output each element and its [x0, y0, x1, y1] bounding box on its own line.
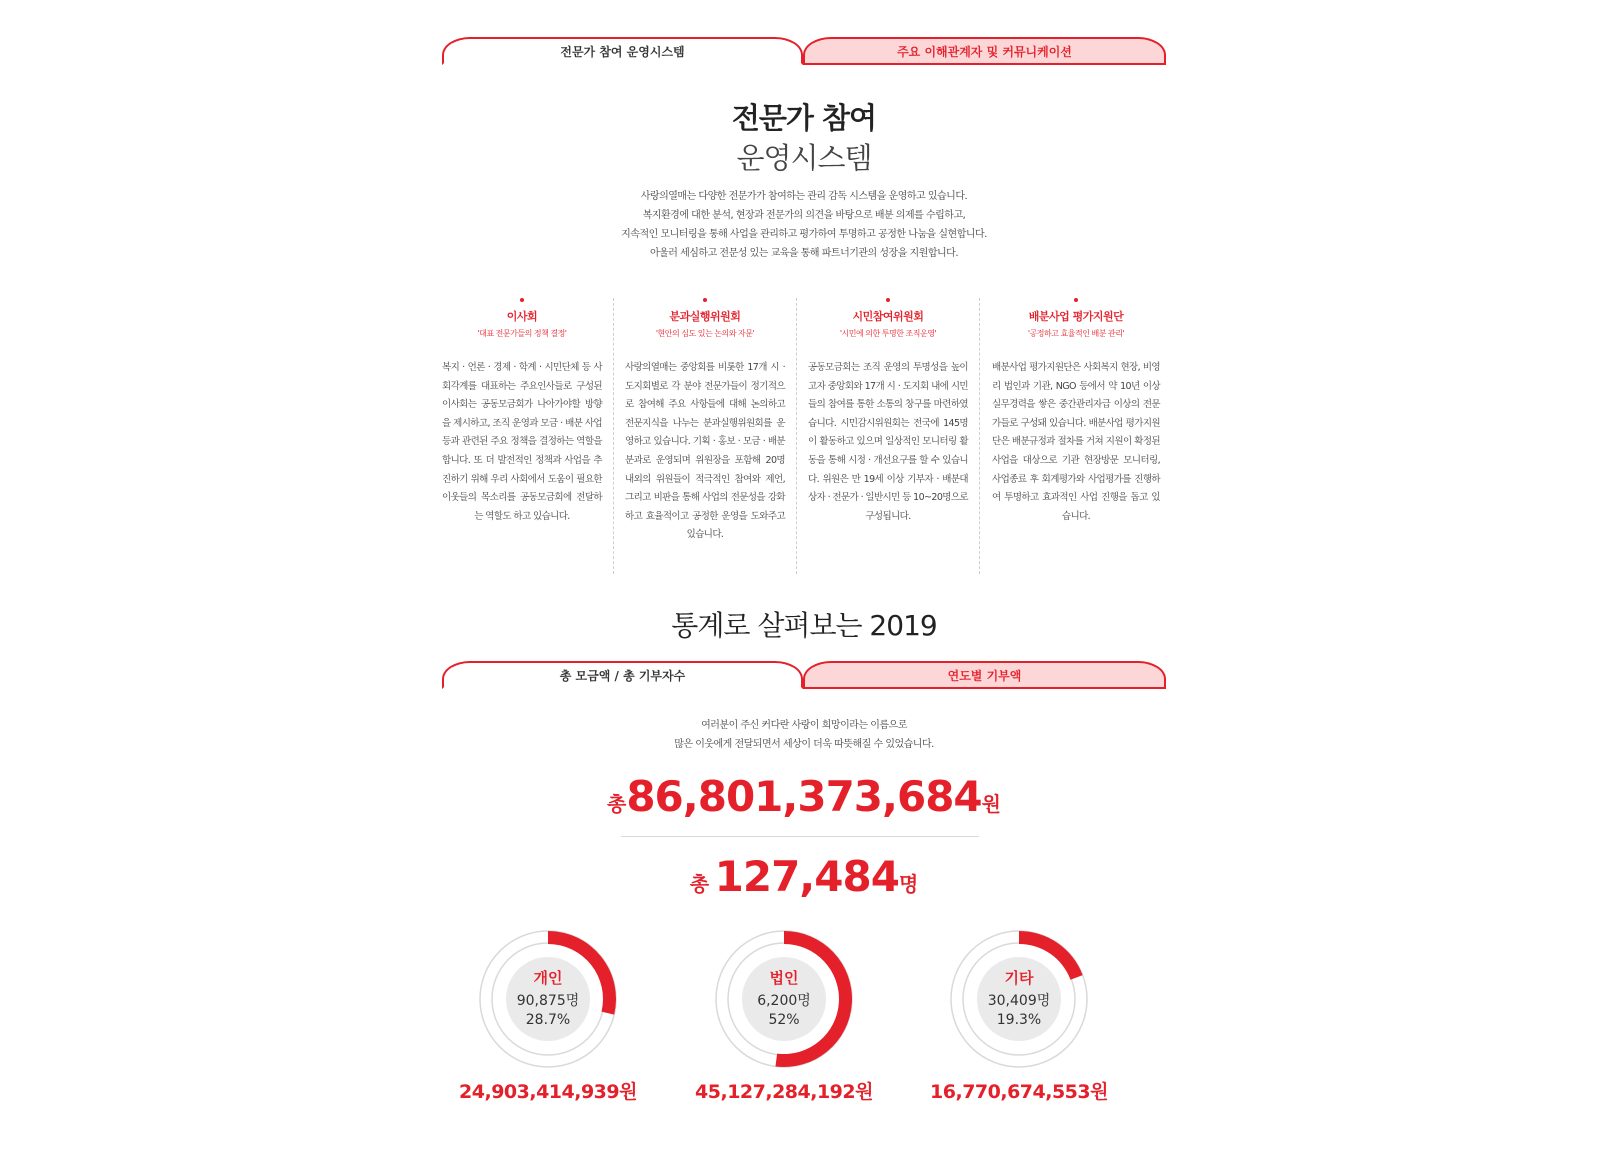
donut-count: 30,409명: [987, 993, 1051, 1009]
column-divider: [613, 298, 614, 574]
tab-stakeholders[interactable]: 주요 이해관계자 및 커뮤니케이션: [803, 37, 1166, 65]
section1-subtitle: 운영시스템: [736, 141, 872, 175]
column-subtitle: '공정하고 효율적인 배분 관리': [1027, 329, 1125, 338]
donut-label: 개인: [533, 969, 563, 987]
stats-title: 통계로 살펴보는 2019: [671, 609, 937, 642]
column-board: [442, 298, 602, 574]
column-title: 이사회: [506, 310, 538, 323]
tab-total-donations[interactable]: 총 모금액 / 총 기부자수: [442, 661, 803, 689]
donut-amount: 24,903,414,939원: [459, 1081, 637, 1103]
donut-other: [949, 929, 1089, 1069]
total-donors-suffix: 명: [898, 872, 919, 896]
section1-intro: [442, 187, 1166, 263]
intro-line: 아울러 세심하고 전문성 있는 교육을 통해 파트너기관의 성장을 지원합니다.: [649, 248, 959, 259]
column-subtitle: '현안의 심도 있는 논의와 자문': [655, 329, 755, 338]
total-amount-suffix: 원: [981, 792, 1001, 816]
intro-line: 많은 이웃에게 전달되면서 세상이 더욱 따뜻해질 수 있었습니다.: [674, 739, 934, 750]
column-divider: [796, 298, 797, 574]
donut-label: 기타: [1004, 969, 1034, 987]
section1-title: 전문가 참여: [731, 101, 877, 135]
column-subtitle: '시민에 의한 투명한 조직운영': [839, 329, 937, 338]
total-divider: [621, 836, 979, 837]
column-evaluation-team: [992, 298, 1160, 574]
donut-count: 6,200명: [757, 993, 811, 1009]
column-body: 공동모금회는 조직 운영의 투명성을 높이고자 중앙회와 17개 시 · 도지회 내에 시민들의 참여를 통한 소통의 창구를 마련하였습니다. 시민감시위원회는 전국에 145명이 활동하고 있으며 일상적인 모니터링 활동을 통해 시정 · 개선요구를 할 수 있습니다. 위원은 만 19세 이상 기부자 · 배분대상자 · 전문가 · 일반시민 등 10~20명으로 구성됩니다.: [808, 362, 968, 522]
donut-amount: 16,770,674,553원: [930, 1081, 1108, 1103]
donut-amount: 45,127,284,192원: [695, 1081, 873, 1103]
tab-expert-system[interactable]: 전문가 참여 운영시스템: [442, 37, 803, 65]
total-amount-value: 86,801,373,684: [626, 772, 982, 821]
column-body: 배분사업 평가지원단은 사회복지 현장, 비영리 법인과 기관, NGO 등에서 약 10년 이상 실무경력을 쌓은 중간관리자급 이상의 전문가들로 구성돼 있습니다. 배분사업 평가지원단은 배분규정과 절차를 거쳐 지원이 확정된 사업을 대상으로 기관 현장방문 모니터링, 사업종료 후 회계평가와 사업평가를 진행하여 투명하고 효과적인 사업 진행을 돕고 있습니다.: [992, 362, 1160, 522]
donut-percent: 28.7%: [525, 1012, 571, 1028]
donut-percent: 52%: [768, 1012, 800, 1028]
column-divider: [979, 298, 980, 574]
column-body: 사랑의열매는 중앙회를 비롯한 17개 시 · 도지회별로 각 분야 전문가들이 정기적으로 참여해 주요 사항들에 대해 논의하고 전문지식을 나누는 분과실행위원회를 운영하고 있습니다. 기획 · 홍보 · 모금 · 배분 분과로 운영되며 위원장을 포함해 20명 내외의 위원들이 적극적인 참여와 제언, 그리고 비판을 통해 사업의 전문성을 강화하고 효율적이고 공정한 운영을 도와주고 있습니다.: [625, 362, 785, 541]
intro-line: 지속적인 모니터링을 통해 사업을 관리하고 평가하여 투명하고 공정한 나눔을 실현합니다.: [621, 229, 987, 240]
bullet-dot-icon: [703, 298, 707, 302]
donut-center: [742, 957, 826, 1041]
stats-tabs: [442, 661, 1166, 691]
total-donors-prefix: 총: [689, 872, 710, 896]
column-subtitle: '대표 전문가들의 정책 결정': [477, 329, 567, 338]
column-citizen-committee: [808, 298, 968, 574]
donut-center: [977, 957, 1061, 1041]
tab-yearly-donations[interactable]: 연도별 기부액: [803, 661, 1166, 689]
total-donors-value: 127,484: [714, 852, 899, 901]
bullet-dot-icon: [886, 298, 890, 302]
intro-line: 복지환경에 대한 분석, 현장과 전문가의 의견을 바탕으로 배분 의제를 수립하고,: [642, 210, 966, 221]
column-title: 배분사업 평가지원단: [1028, 310, 1124, 323]
donut-corporate: [714, 929, 854, 1069]
total-amount: [442, 772, 1166, 821]
page-content: [442, 0, 1166, 1154]
donut-center: [506, 957, 590, 1041]
total-donors: [442, 852, 1166, 901]
bullet-dot-icon: [520, 298, 524, 302]
column-subcommittee: [625, 298, 785, 574]
column-title: 분과실행위원회: [669, 310, 741, 323]
intro-line: 사랑의열매는 다양한 전문가가 참여하는 관리 감독 시스템을 운영하고 있습니다.: [640, 191, 968, 202]
donut-label: 법인: [769, 969, 799, 987]
column-title: 시민참여위원회: [852, 310, 924, 323]
section-tabs: [442, 37, 1166, 67]
intro-line: 여러분이 주신 커다란 사랑이 희망이라는 이름으로: [701, 720, 907, 731]
donut-percent: 19.3%: [996, 1012, 1042, 1028]
committee-columns: [442, 298, 1166, 574]
stats-intro: [442, 716, 1166, 754]
column-body: 복지 · 언론 · 경제 · 학계 · 시민단체 등 사회각계를 대표하는 주요인사들로 구성된 이사회는 공동모금회가 나아가야할 방향을 제시하고, 조직 운영과 모금 · 배분 사업 등과 관련된 주요 정책을 결정하는 역할을 합니다. 또 더 발전적인 정책과 사업을 추진하기 위해 우리 사회에서 도움이 필요한 이웃들의 목소리를 공동모금회에 전달하는 역할도 하고 있습니다.: [442, 362, 602, 522]
donut-count: 90,875명: [516, 993, 580, 1009]
total-amount-prefix: 총: [607, 792, 627, 816]
bullet-dot-icon: [1074, 298, 1078, 302]
donut-individual: [478, 929, 618, 1069]
